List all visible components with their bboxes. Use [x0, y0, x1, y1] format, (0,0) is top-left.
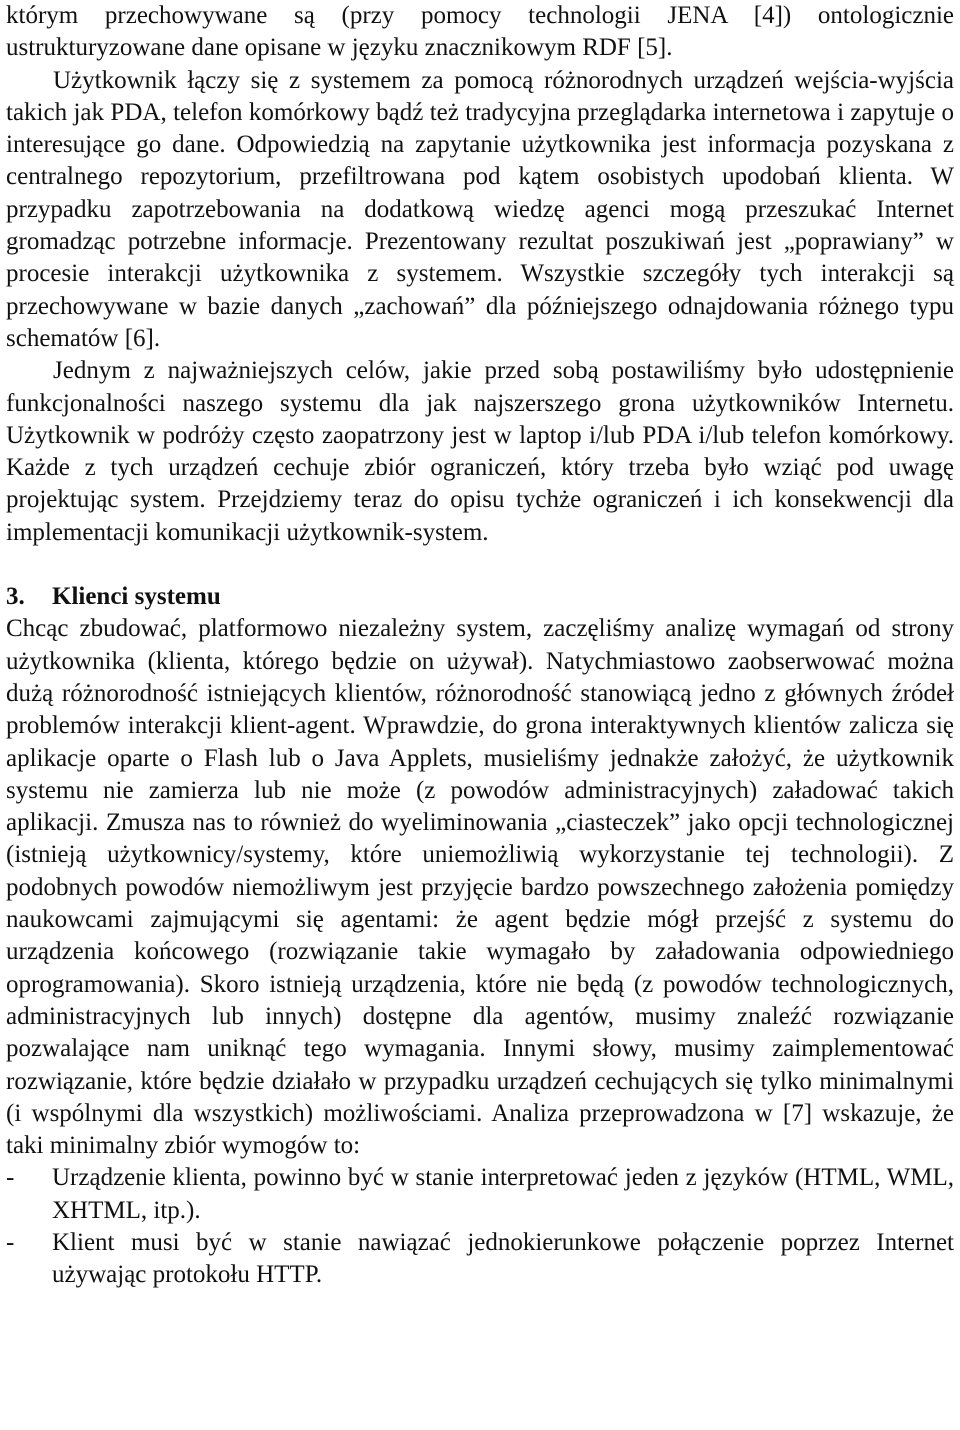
- paragraph-continuation: którym przechowywane są (przy pomocy technologii JENA [4]) ontologicznie ustrukturyzowane dane opisane w języku znacznikowym RDF [5].: [6, 2, 954, 62]
- list-item-text: Urządzenie klienta, powinno być w stanie interpretować jeden z języków (HTML, WML, XHTML, itp.).: [52, 1164, 954, 1224]
- list-item: [6, 1227, 954, 1292]
- section-number: 3.: [6, 583, 25, 611]
- list-item: [6, 1162, 954, 1227]
- paragraph-clients: Chcąc zbudować, platformowo niezależny system, zaczęliśmy analizę wymagań od strony użytkownika (klienta, którego będzie on używał). Natychmiastowo zaobserwować można dużą różnorodność istniejących klientów, różnorodność stanowiącą jedno z głównych źródeł problemów interakcji klient-agent. Wprawdzie, do grona interaktywnych klientów zalicza się aplikacje oparte o Flash lub o Java Applets, musieliśmy jednakże założyć, że użytkownik systemu nie zamierza lub nie może (z powodów administracyjnych) załadować takich aplikacji. Zmusza nas to również do wyeliminowania „ciasteczek” jako opcji technologicznej (istnieją użytkownicy/systemy, które uniemożliwią wykorzystanie tej technologii). Z podobnych powodów niemożliwym jest przyjęcie bardzo powszechnego założenia pomiędzy naukowcami zajmującymi się agentami: że agent będzie mógł przejść z systemu do urządzenia końcowego (rozwiązanie takie wymagało by załadowania odpowiedniego oprogramowania). Skoro istnieją urządzenia, które nie będą (z powodów technologicznych, administracyjnych lub innych) dostępne dla agentów, musimy znaleźć rozwiązanie pozwalające nam uniknąć tego wymagania. Innymi słowy, musimy zaimplementować rozwiązanie, które będzie działało w przypadku urządzeń cechujących się tylko minimalnymi (i wspólnymi dla wszystkich) możliwościami. Analiza przeprowadzona w [7] wskazuje, że taki minimalny zbiór wymogów to:: [6, 615, 954, 1160]
- list-item-text: Klient musi być w stanie nawiązać jednokierunkowe połączenie poprzez Internet używając protokołu HTTP.: [52, 1228, 954, 1289]
- paragraph-goals: Jednym z najważniejszych celów, jakie przed sobą postawiliśmy było udostępnienie funkcjonalności naszego systemu dla jak najszerszego grona użytkowników Internetu. Użytkownik w podróży często zaopatrzony jest w laptop i/lub PDA i/lub telefon komórkowy. Każde z tych urządzeń cechuje zbiór ograniczeń, który trzeba było wziąć pod uwagę projektując system. Przejdziemy teraz do opisu tychże ograniczeń i ich konsekwencji dla implementacji komunikacji użytkownik-system.: [6, 357, 954, 546]
- paragraph-user-interaction: Użytkownik łączy się z systemem za pomocą różnorodnych urządzeń wejścia-wyjścia takich jak PDA, telefon komórkowy bądź też tradycyjna przeglądarka internetowa i zapytuje o interesujące go dane. Odpowiedzią na zapytanie użytkownika jest informacja pozyskana z centralnego repozytorium, przefiltrowana pod kątem osobistych upodobań klienta. W przypadku zapotrzebowania na dodatkową wiedzę agenci mogą przeszukać Internet gromadząc potrzebne informacje. Prezentowany rezultat poszukiwań jest „poprawiany” w procesie interakcji użytkownika z systemem. Wszystkie szczegóły tych interakcji są przechowywane w bazie danych „zachowań” dla późniejszego odnajdowania różnego typu schematów [6].: [6, 66, 954, 352]
- section-heading: [6, 581, 954, 613]
- list-dash: -: [6, 1164, 15, 1192]
- requirements-list: [6, 1162, 954, 1291]
- list-dash: -: [6, 1228, 15, 1256]
- section-title: Klienci systemu: [52, 583, 221, 611]
- document-page: [6, 0, 954, 1292]
